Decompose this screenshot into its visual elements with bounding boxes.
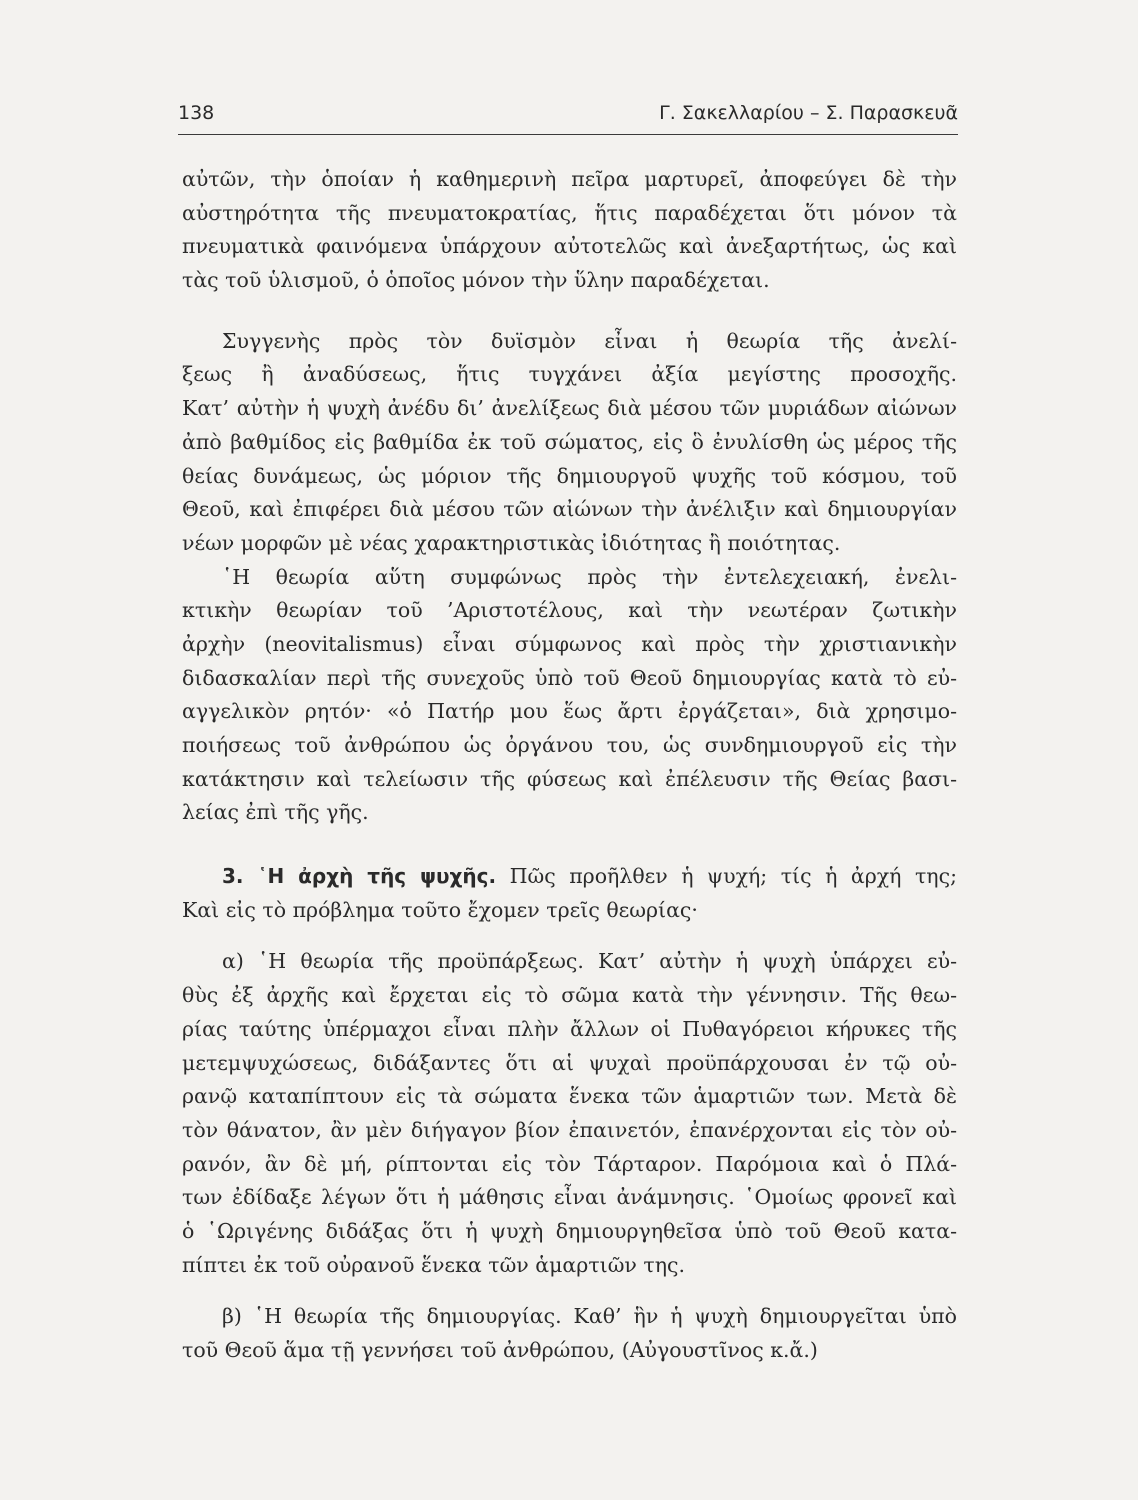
text-line: κατάκτησιν καὶ τελείωσιν τῆς φύσεως καὶ ἐπέλευσιν τῆς Θείας βασι- [182,766,957,791]
text-line: ρανῷ καταπίπτουν εἰς τὰ σώματα ἕνεκα τῶν ἁμαρτιῶν των. Μετὰ δὲ [182,1084,957,1109]
text-line: τοῦ Θεοῦ ἅμα τῇ γεννήσει τοῦ ἀνθρώπου, (Αὐγουστῖνος κ.ἄ.) [182,1338,818,1362]
body-text [182,163,957,1368]
text-line: αὐστηρότητα τῆς πνευματοκρατίας, ἥτις παραδέχεται ὅτι μόνον τὰ [182,200,957,225]
text-line: αγγελικὸν ρητόν· «ὁ Πατήρ μου ἕως ἄρτι ἐργάζεται», διὰ χρησιμο- [182,699,957,724]
running-head [178,100,958,135]
text-line: Κατ’ αὐτὴν ἡ ψυχὴ ἀνέδυ δι’ ἀνελίξεως διὰ μέσου τῶν μυριάδων αἰώνων [182,396,957,421]
text-line: νέων μορφῶν μὲ νέας χαρακτηριστικὰς ἰδιότητας ἢ ποιότητας. [182,530,841,555]
text-line: Θεοῦ, καὶ ἐπιφέρει διὰ μέσου τῶν αἰώνων τὴν ἀνέλιξιν καὶ δημιουργίαν [182,497,957,522]
section-heading-line [182,860,957,894]
text-line: αὐτῶν, τὴν ὁποίαν ἡ καθημερινὴ πεῖρα μαρτυρεῖ, ἀποφεύγει δὲ τὴν [182,167,957,191]
section-heading: 3. ῾Η ἀρχὴ τῆς ψυχῆς. [222,864,497,889]
text-line: πνευματικὰ φαινόμενα ὑπάρχουν αὐτοτελῶς καὶ ἀνεξαρτήτως, ὡς καὶ [182,234,957,259]
text-line: Συγγενὴς πρὸς τὸν δυϊσμὸν εἶναι ἡ θεωρία τῆς ἀνελί- [222,328,957,353]
text-line: κτικὴν θεωρίαν τοῦ ’Αριστοτέλους, καὶ τὴν νεωτέραν ζωτικὴν [182,598,957,623]
text-fragment: Πῶς προῆλθεν ἡ ψυχή; τίς ἡ ἀρχή της; [509,864,957,889]
text-line: ἀπὸ βαθμίδος εἰς βαθμίδα ἐκ τοῦ σώματος, εἰς ὃ ἐνυλίσθη ὡς μέρος τῆς [182,429,957,454]
text-line: τὸν θάνατον, ἂν μὲν διήγαγον βίον ἐπαινετόν, ἐπανέρχονται εἰς τὸν οὐ- [182,1117,957,1142]
text-line: διδασκαλίαν περὶ τῆς συνεχοῦς ὑπὸ τοῦ Θεοῦ δημιουργίας κατὰ τὸ εὐ- [182,665,957,690]
text-line: β) ῾Η θεωρία τῆς δημιουργίας. Καθ’ ἣν ἡ ψυχὴ δημιουργεῖται ὑπὸ [222,1304,957,1329]
running-title: Γ. Σακελλαρίου – Σ. Παρασκευᾶ [659,102,958,124]
text-line: ρανόν, ἂν δὲ μή, ρίπτονται εἰς τὸν Τάρταρον. Παρόμοια καὶ ὁ Πλά- [182,1151,957,1176]
text-line: ῾Η θεωρία αὕτη συμφώνως πρὸς τὴν ἐντελεχειακή, ἐνελι- [222,564,957,589]
text-line: θείας δυνάμεως, ὡς μόριον τῆς δημιουργοῦ ψυχῆς τοῦ κόσμου, τοῦ [182,463,957,488]
text-line: πίπτει ἐκ τοῦ οὐρανοῦ ἕνεκα τῶν ἁμαρτιῶν της. [182,1252,686,1277]
page-number: 138 [178,102,215,124]
text-line: θὺς ἐξ ἀρχῆς καὶ ἔρχεται εἰς τὸ σῶμα κατὰ τὴν γέννησιν. Τῆς θεω- [182,983,957,1008]
text-line: α) ῾Η θεωρία τῆς προϋπάρξεως. Κατ’ αὐτὴν ἡ ψυχὴ ὑπάρχει εὐ- [222,949,957,974]
text-line: Καὶ εἰς τὸ πρόβλημα τοῦτο ἔχομεν τρεῖς θεωρίας· [182,897,698,922]
text-line: λείας ἐπὶ τῆς γῆς. [182,800,369,825]
text-line: ὁ ῾Ωριγένης διδάξας ὅτι ἡ ψυχὴ δημιουργηθεῖσα ὑπὸ τοῦ Θεοῦ κατα- [182,1218,957,1243]
text-line: ἀρχὴν (neovitalismus) εἶναι σύμφωνος καὶ πρὸς τὴν χριστιανικὴν [182,631,957,656]
text-line: ρίας ταύτης ὑπέρμαχοι εἶναι πλὴν ἄλλων οἱ Πυθαγόρειοι κήρυκες τῆς [182,1016,957,1041]
text-line: τὰς τοῦ ὑλισμοῦ, ὁ ὁποῖος μόνον τὴν ὕλην παραδέχεται. [182,268,770,293]
text-line: ξεως ἢ ἀναδύσεως, ἥτις τυγχάνει ἀξία μεγίστης προσοχῆς. [182,362,957,387]
text-line: μετεμψυχώσεως, διδάξαντες ὅτι αἱ ψυχαὶ προϋπάρχουσαι ἐν τῷ οὐ- [182,1050,957,1075]
text-line: ποιήσεως τοῦ ἀνθρώπου ὡς ὀργάνου του, ὡς συνδημιουργοῦ εἰς τὴν [182,733,957,757]
text-line: των ἐδίδαξε λέγων ὅτι ἡ μάθησις εἶναι ἀνάμνησις. ῾Ομοίως φρονεῖ καὶ [182,1185,957,1210]
